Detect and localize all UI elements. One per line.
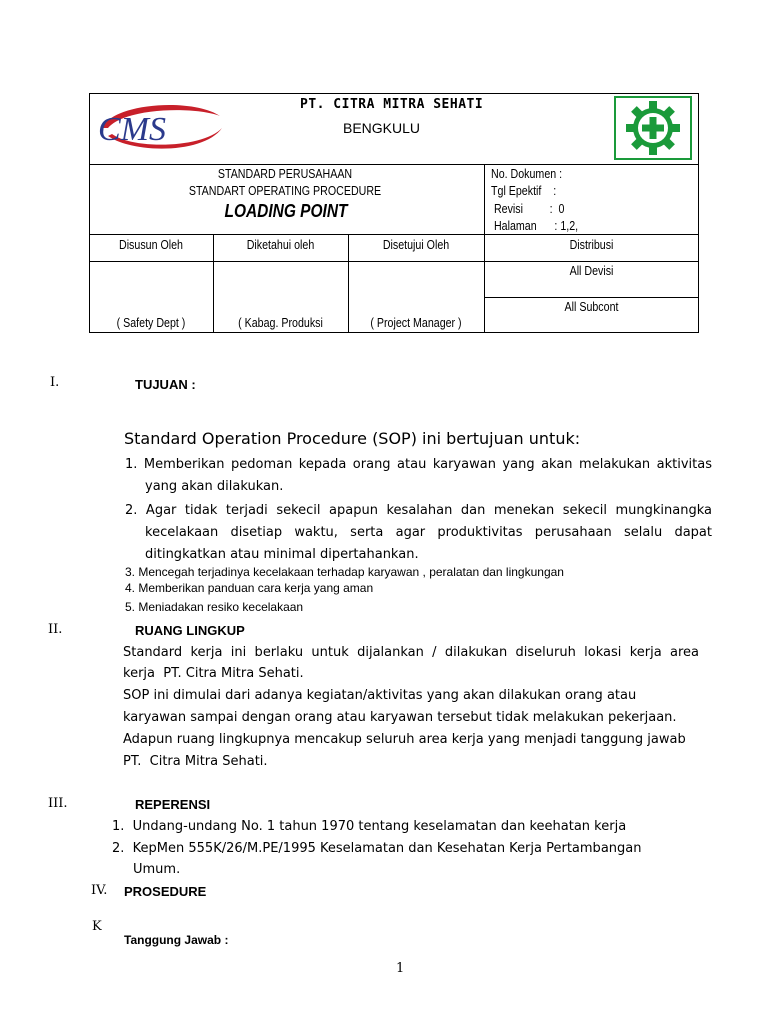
standard-line-2: STANDART OPERATING PROCEDURE <box>188 183 382 198</box>
section-1-number: I. <box>50 375 60 390</box>
header-divider <box>89 234 699 235</box>
section-2-paragraph-line: SOP ini dimulai dari adanya kegiatan/aktivitas yang akan dilakukan orang atau <box>123 688 637 703</box>
section-3-reference: 2. KepMen 555K/26/M.PE/1995 Keselamatan dan Kesehatan Kerja Pertambangan <box>112 841 642 856</box>
header-divider <box>484 164 485 333</box>
section-3-reference: 1. Undang-undang No. 1 tahun 1970 tentang keselamatan dan keehatan kerja <box>112 819 627 834</box>
logo-text: CMS <box>98 111 166 148</box>
signer-safety-dept: ( Safety Dept ) <box>116 315 186 330</box>
section-2-paragraph-line: Standard kerja ini berlaku untuk dijalankan / dilakukan diseluruh lokasi kerja area <box>123 645 699 660</box>
section-3-number: III. <box>48 796 68 811</box>
section-1-item: ditingkatkan atau minimal dipertahankan. <box>145 547 419 562</box>
col-header-prepared: Disusun Oleh <box>118 237 183 252</box>
signer-project-manager: ( Project Manager ) <box>370 315 462 330</box>
company-name: PT. CITRA MITRA SEHATI <box>300 97 484 112</box>
sop-title: LOADING POINT <box>224 201 348 221</box>
meta-doc-number: No. Dokumen : <box>491 166 563 181</box>
col-header-distribution: Distribusi <box>569 237 614 252</box>
section-1-item: kecelakaan disetiap waktu, serta agar produktivitas perusahaan selalu dapat <box>145 525 712 540</box>
section-3-title: REPERENSI <box>135 797 211 812</box>
col-header-acknowledged: Diketahui oleh <box>246 237 315 252</box>
section-1-item: 2. Agar tidak terjadi sekecil apapun kesalahan dan menekan sekecil mungkinangka <box>125 503 712 518</box>
header-divider <box>348 234 349 333</box>
signer-production-head: ( Kabag. Produksi <box>238 315 323 330</box>
company-city: BENGKULU <box>343 120 421 136</box>
distribution-all-subcont: All Subcont <box>564 299 619 314</box>
meta-revision: Revisi : 0 <box>491 201 565 216</box>
section-2-paragraph-line: karyawan sampai dengan orang atau karyawan tersebut tidak melakukan pekerjaan. <box>123 710 677 725</box>
section-3-reference: Umum. <box>133 862 181 877</box>
section-1-item: 3. Mencegah terjadinya kecelakaan terhadap karyawan , peralatan dan lingkungan <box>125 565 564 579</box>
section-2-title: RUANG LINGKUP <box>135 623 245 638</box>
section-4-title: PROSEDURE <box>124 884 207 899</box>
section-4-responsibility: Tanggung Jawab : <box>124 933 229 947</box>
section-1-intro: Standard Operation Procedure (SOP) ini bertujuan untuk: <box>124 429 581 448</box>
section-2-number: II. <box>48 622 63 637</box>
standard-line-1: STANDARD PERUSAHAAN <box>217 166 353 181</box>
section-1-title: TUJUAN : <box>135 377 196 392</box>
col-header-approved: Disetujui Oleh <box>382 237 450 252</box>
meta-effective-date: Tgl Epektif : <box>491 183 557 198</box>
section-4-k-marker: K <box>92 919 102 934</box>
section-4-number: IV. <box>91 883 108 898</box>
section-1-item: 4. Memberikan panduan cara kerja yang aman <box>125 581 374 595</box>
section-2-paragraph-line: kerja PT. Citra Mitra Sehati. <box>123 666 304 681</box>
cms-logo <box>94 98 228 158</box>
header-divider <box>89 164 699 165</box>
meta-pages: Halaman : 1,2, <box>491 218 579 233</box>
section-2-paragraph-line: Adapun ruang lingkupnya mencakup seluruh area kerja yang menjadi tanggung jawab <box>123 732 686 747</box>
header-divider <box>213 234 214 333</box>
section-2-paragraph-line: PT. Citra Mitra Sehati. <box>123 754 268 769</box>
section-1-item: 1. Memberikan pedoman kepada orang atau karyawan yang akan melakukan aktivitas <box>125 457 712 472</box>
section-1-item: yang akan dilakukan. <box>145 479 284 494</box>
page-number: 1 <box>396 961 405 976</box>
distribution-all-devisi: All Devisi <box>569 263 614 278</box>
section-1-item: 5. Meniadakan resiko kecelakaan <box>125 600 304 614</box>
header-divider <box>484 297 699 298</box>
header-divider <box>89 261 699 262</box>
safety-cross-emblem-icon <box>614 96 692 160</box>
